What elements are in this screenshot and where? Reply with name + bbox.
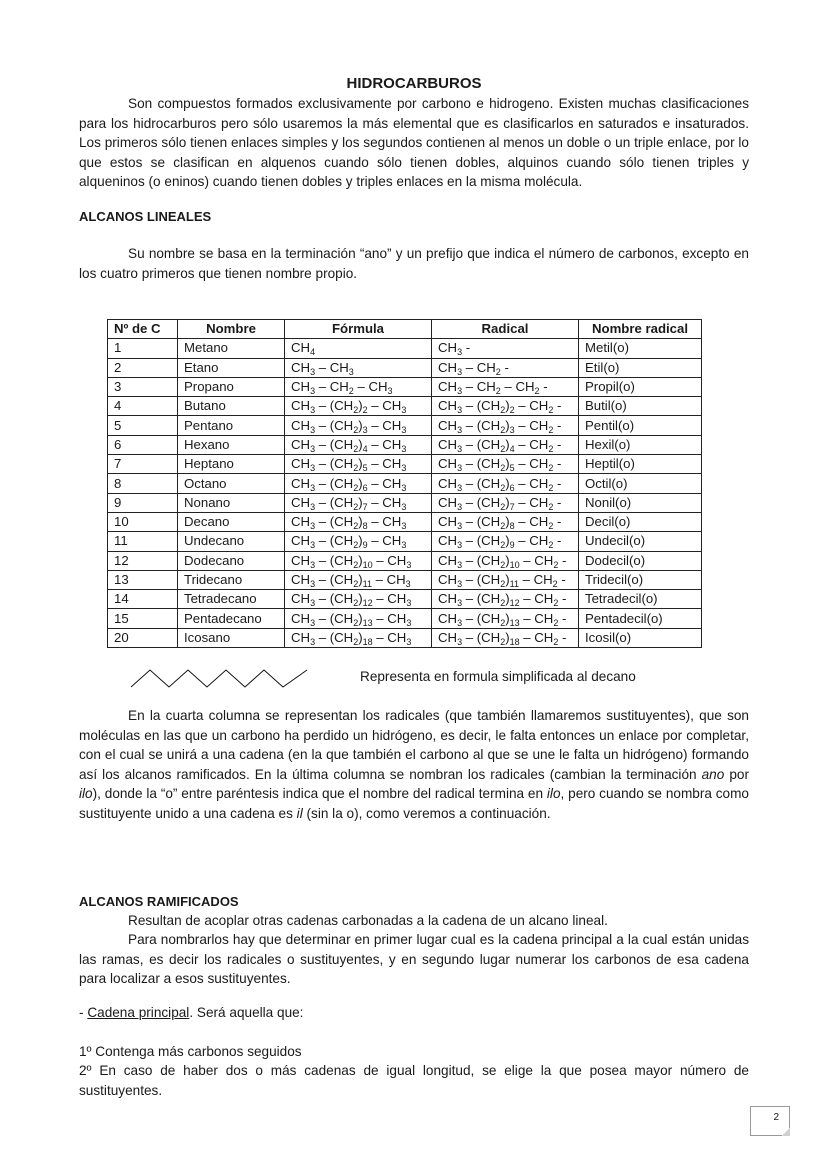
- cell-nombre: Propano: [178, 377, 285, 396]
- cell-radical: $CH_3$ -: [432, 339, 579, 358]
- cell-nombre: Nonano: [178, 493, 285, 512]
- cell-radical: $CH_3 - (CH_2)_{13} - CH_2$ -: [432, 609, 579, 628]
- cell-formula: $CH_3 - (CH_2)_4 - CH_3$: [285, 435, 432, 454]
- chain-definition: [79, 1003, 749, 1023]
- cell-formula: $CH_3 - (CH_2)_7 - CH_3$: [285, 493, 432, 512]
- cell-formula: $CH_3 - (CH_2)_5 - CH_3$: [285, 455, 432, 474]
- table-row: [108, 570, 702, 589]
- cell-nombre-radical: Pentadecil(o): [579, 609, 702, 628]
- cell-formula: $CH_3 - CH_3$: [285, 358, 432, 377]
- cell-nombre-radical: Heptil(o): [579, 455, 702, 474]
- cell-num-c: 9: [108, 493, 178, 512]
- table-row: [108, 377, 702, 396]
- table-row: [108, 628, 702, 647]
- table-row: [108, 512, 702, 531]
- table-row: [108, 609, 702, 628]
- table-body: [108, 339, 702, 648]
- table-header-row: [108, 320, 702, 339]
- cell-radical: $CH_3 - (CH_2)_3 - CH_2$ -: [432, 416, 579, 435]
- cell-nombre-radical: Pentil(o): [579, 416, 702, 435]
- cell-radical: $CH_3 - CH_2$ -: [432, 358, 579, 377]
- cell-num-c: 4: [108, 397, 178, 416]
- cell-formula: $CH_3 - (CH_2)_{18} - CH_3$: [285, 628, 432, 647]
- cell-radical: $CH_3 - (CH_2)_8 - CH_2$ -: [432, 512, 579, 531]
- cell-radical: $CH_3 - (CH_2)_6 - CH_2$ -: [432, 474, 579, 493]
- header-num-c: Nº de C: [108, 320, 178, 339]
- cell-nombre-radical: Icosil(o): [579, 628, 702, 647]
- cell-formula: $CH_3 - (CH_2)_{12} - CH_3$: [285, 590, 432, 609]
- cell-nombre: Octano: [178, 474, 285, 493]
- cell-num-c: 15: [108, 609, 178, 628]
- cell-nombre: Etano: [178, 358, 285, 377]
- cell-num-c: 7: [108, 455, 178, 474]
- cell-nombre-radical: Tridecil(o): [579, 570, 702, 589]
- cell-radical: $CH_3 - (CH_2)_{12} - CH_2$ -: [432, 590, 579, 609]
- cell-formula: $CH_4$: [285, 339, 432, 358]
- cell-formula: $CH_3 - CH_2 - CH_3$: [285, 377, 432, 396]
- rule-2: 2º En caso de haber dos o más cadenas de igual longitud, se elige la que posea mayor número de sustituyentes.: [79, 1063, 749, 1098]
- table-row: [108, 590, 702, 609]
- cell-nombre: Undecano: [178, 532, 285, 551]
- alkanes-table: [107, 319, 702, 648]
- ramificados-paragraph-2: Para nombrarlos hay que determinar en primer lugar cual es la cadena principal a la cual están unidas las ramas, es decir los radicales o sustituyentes, y en segundo lugar numerar los carbonos de esa cadena para localizar a esos sustituyentes.: [79, 932, 749, 986]
- radicals-paragraph: En la cuarta columna se representan los radicales (que también llamaremos sustituyentes), que son moléculas en las que un carbono ha perdido un hidrógeno, es decir, le falta entonces un enlace por completar, con el cual se unirá a una cadena (en la que también el carbono al que se une le falta un hidrógeno) formando así los alcanos ramificados. En la última columna se nombran los radicales (cambian la terminación ano por ilo), donde la “o” entre paréntesis indica que el nombre del radical termina en ilo, pero cuando se nombra como sustituyente unido a una cadena es il (sin la o), como veremos a continuación.: [79, 708, 749, 821]
- cell-nombre-radical: Nonil(o): [579, 493, 702, 512]
- cell-nombre: Heptano: [178, 455, 285, 474]
- cell-num-c: 20: [108, 628, 178, 647]
- page-title: HIDROCARBUROS: [346, 75, 482, 92]
- cell-num-c: 1: [108, 339, 178, 358]
- cell-num-c: 14: [108, 590, 178, 609]
- cell-radical: $CH_3 - (CH_2)_9 - CH_2$ -: [432, 532, 579, 551]
- cell-nombre: Tridecano: [178, 570, 285, 589]
- cell-nombre-radical: Metil(o): [579, 339, 702, 358]
- table-row: [108, 532, 702, 551]
- table-row: [108, 474, 702, 493]
- cell-nombre-radical: Decil(o): [579, 512, 702, 531]
- header-nombre-radical: Nombre radical: [579, 320, 702, 339]
- cell-formula: $CH_3 - (CH_2)_{10} - CH_3$: [285, 551, 432, 570]
- table-row: [108, 455, 702, 474]
- decane-skeletal-formula: [131, 667, 309, 689]
- cell-num-c: 6: [108, 435, 178, 454]
- cell-formula: $CH_3 - (CH_2)_8 - CH_3$: [285, 512, 432, 531]
- table-row: [108, 493, 702, 512]
- cell-num-c: 12: [108, 551, 178, 570]
- cell-radical: $CH_3 - (CH_2)_7 - CH_2$ -: [432, 493, 579, 512]
- section-heading-lineales: ALCANOS LINEALES: [79, 209, 212, 224]
- cell-num-c: 2: [108, 358, 178, 377]
- cell-nombre: Butano: [178, 397, 285, 416]
- cell-num-c: 8: [108, 474, 178, 493]
- cell-radical: $CH_3 - (CH_2)_{18} - CH_2$ -: [432, 628, 579, 647]
- decane-caption: Representa en formula simplificada al decano: [360, 669, 636, 684]
- header-formula: Fórmula: [285, 320, 432, 339]
- cell-nombre: Pentadecano: [178, 609, 285, 628]
- cell-radical: $CH_3 - (CH_2)_{10} - CH_2$ -: [432, 551, 579, 570]
- cell-nombre-radical: Hexil(o): [579, 435, 702, 454]
- cell-nombre: Metano: [178, 339, 285, 358]
- cell-formula: $CH_3 - (CH_2)_6 - CH_3$: [285, 474, 432, 493]
- cell-nombre-radical: Etil(o): [579, 358, 702, 377]
- cell-nombre: Icosano: [178, 628, 285, 647]
- header-radical: Radical: [432, 320, 579, 339]
- cell-nombre: Hexano: [178, 435, 285, 454]
- cell-nombre-radical: Propil(o): [579, 377, 702, 396]
- section-heading-ramificados: ALCANOS RAMIFICADOS: [79, 894, 239, 909]
- table-row: [108, 416, 702, 435]
- table-row: [108, 435, 702, 454]
- page-number: 2: [750, 1106, 790, 1136]
- dash: -: [79, 1005, 88, 1020]
- intro-paragraph: Son compuestos formados exclusivamente por carbono e hidrogeno. Existen muchas clasificaciones para los hidrocarburos pero sólo usaremos la más elemental que es clasificarlos en saturados e insaturados. Los primeros sólo tienen enlaces simples y los segundos contienen al menos un doble o un triple enlace, por lo que estos se clasifican en alquenos cuando sólo tienen dobles, alquinos cuando sólo tienen triples y alqueninos (o eninos) cuando tienen dobles y triples enlaces en la misma molécula.: [79, 96, 749, 189]
- cell-nombre: Tetradecano: [178, 590, 285, 609]
- cell-radical: $CH_3 - (CH_2)_{11} - CH_2$ -: [432, 570, 579, 589]
- cell-num-c: 5: [108, 416, 178, 435]
- cell-formula: $CH_3 - (CH_2)_3 - CH_3$: [285, 416, 432, 435]
- header-nombre: Nombre: [178, 320, 285, 339]
- table-row: [108, 551, 702, 570]
- table-row: [108, 339, 702, 358]
- cell-formula: $CH_3 - (CH_2)_9 - CH_3$: [285, 532, 432, 551]
- cell-formula: $CH_3 - (CH_2)_2 - CH_3$: [285, 397, 432, 416]
- cell-nombre-radical: Butil(o): [579, 397, 702, 416]
- cell-radical: $CH_3 - CH_2 - CH_2$ -: [432, 377, 579, 396]
- cell-nombre-radical: Octil(o): [579, 474, 702, 493]
- cell-radical: $CH_3 - (CH_2)_4 - CH_2$ -: [432, 435, 579, 454]
- ramificados-paragraph-1: Resultan de acoplar otras cadenas carbonadas a la cadena de un alcano lineal.: [128, 913, 608, 928]
- cell-nombre-radical: Dodecil(o): [579, 551, 702, 570]
- cell-nombre-radical: Tetradecil(o): [579, 590, 702, 609]
- cell-nombre-radical: Undecil(o): [579, 532, 702, 551]
- table-row: [108, 397, 702, 416]
- cell-radical: $CH_3 - (CH_2)_5 - CH_2$ -: [432, 455, 579, 474]
- cell-nombre: Decano: [178, 512, 285, 531]
- cell-nombre: Dodecano: [178, 551, 285, 570]
- cell-formula: $CH_3 - (CH_2)_{13} - CH_3$: [285, 609, 432, 628]
- cell-formula: $CH_3 - (CH_2)_{11} - CH_3$: [285, 570, 432, 589]
- cell-num-c: 11: [108, 532, 178, 551]
- table-row: [108, 358, 702, 377]
- cell-num-c: 13: [108, 570, 178, 589]
- chain-rest: . Será aquella que:: [189, 1005, 304, 1020]
- cell-num-c: 10: [108, 512, 178, 531]
- cell-num-c: 3: [108, 377, 178, 396]
- cell-nombre: Pentano: [178, 416, 285, 435]
- chain-label: Cadena principal: [87, 1005, 190, 1020]
- lineales-paragraph: Su nombre se basa en la terminación “ano” y un prefijo que indica el número de carbonos, excepto en los cuatro primeros que tienen nombre propio.: [79, 246, 749, 281]
- rule-1: 1º Contenga más carbonos seguidos: [79, 1044, 302, 1059]
- cell-radical: $CH_3 - (CH_2)_2 - CH_2$ -: [432, 397, 579, 416]
